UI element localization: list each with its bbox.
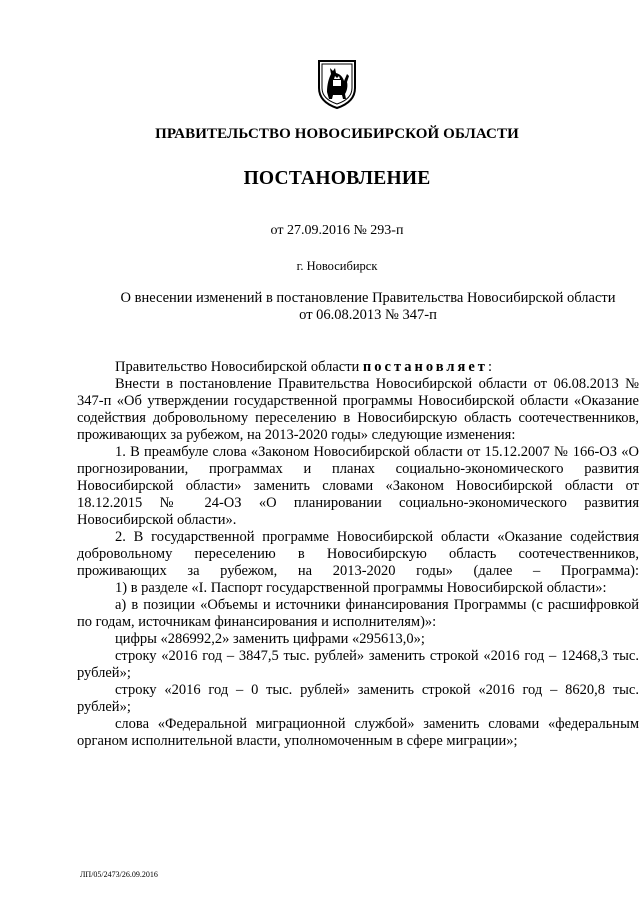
document-subject: [60, 290, 640, 324]
subject-line-2: от 06.08.2013 № 347-п: [299, 307, 437, 323]
paragraph-item-2-program: 2. В государственной программе Новосибирской области «Оказание содействия добровольному переселению в Новосибирскую область соотечественников, проживающих за рубежом, на 2013-2020 годы» (далее – Программа):: [77, 529, 639, 579]
paragraph-position-a: а) в позиции «Объемы и источники финансирования Программы (с расшифровкой по годам, источникам финансирования и исполнителям)»:: [77, 597, 639, 630]
paragraph-line-2016-a: строку «2016 год – 3847,5 тыс. рублей» заменить строкой «2016 год – 12468,3 тыс. рублей»;: [77, 648, 639, 681]
subject-line-1: О внесении изменений в постановление Правительства Новосибирской области: [120, 290, 616, 306]
preamble-colon: :: [487, 359, 492, 375]
paragraph-section-1: 1) в разделе «I. Паспорт государственной программы Новосибирской области»:: [115, 580, 607, 596]
paragraph-item-1-preamble: 1. В преамбуле слова «Законом Новосибирской области от 15.12.2007 № 166-ОЗ «О прогнозировании, программах и планах социально-экономического развития Новосибирской области» заменить словами «Законом Новосибирской области от 18.12.2015 № 24-ОЗ «О планировании социально-экономического развития Новосибирской области».: [77, 444, 639, 528]
paragraph-line-2016-b: строку «2016 год – 0 тыс. рублей» заменить строкой «2016 год – 8620,8 тыс. рублей»;: [77, 682, 639, 715]
preamble-verb: постановляет: [362, 359, 488, 375]
preamble-text: Правительство Новосибирской области: [115, 359, 363, 375]
city-line: г. Новосибирск: [296, 259, 378, 273]
footer-registration-code: ЛП/05/2473/26.09.2016: [80, 870, 158, 879]
document-date-number: от 27.09.2016 № 293-п: [270, 223, 404, 238]
organization-title: ПРАВИТЕЛЬСТВО НОВОСИБИРСКОЙ ОБЛАСТИ: [155, 126, 519, 142]
paragraph-figures: цифры «286992,2» заменить цифрами «295613,0»;: [115, 631, 425, 647]
paragraph-amend-intro: Внести в постановление Правительства Новосибирской области от 06.08.2013 № 347-п «Об утверждении государственной программы Новосибирской области «Оказание содействия добровольному переселению в Новосибирскую область соотечественников, проживающих за рубежом, на 2013-2020 годы» следующие изменения:: [77, 376, 639, 443]
document-type-title: ПОСТАНОВЛЕНИЕ: [243, 168, 431, 189]
preamble-paragraph: [77, 359, 639, 376]
coat-of-arms-icon: [316, 58, 358, 110]
document-body: [77, 359, 639, 750]
paragraph-words-migration: слова «Федеральной миграционной службой» заменить словами «федеральным органом исполнительной власти, уполномоченным в сфере миграции»;: [77, 716, 639, 749]
